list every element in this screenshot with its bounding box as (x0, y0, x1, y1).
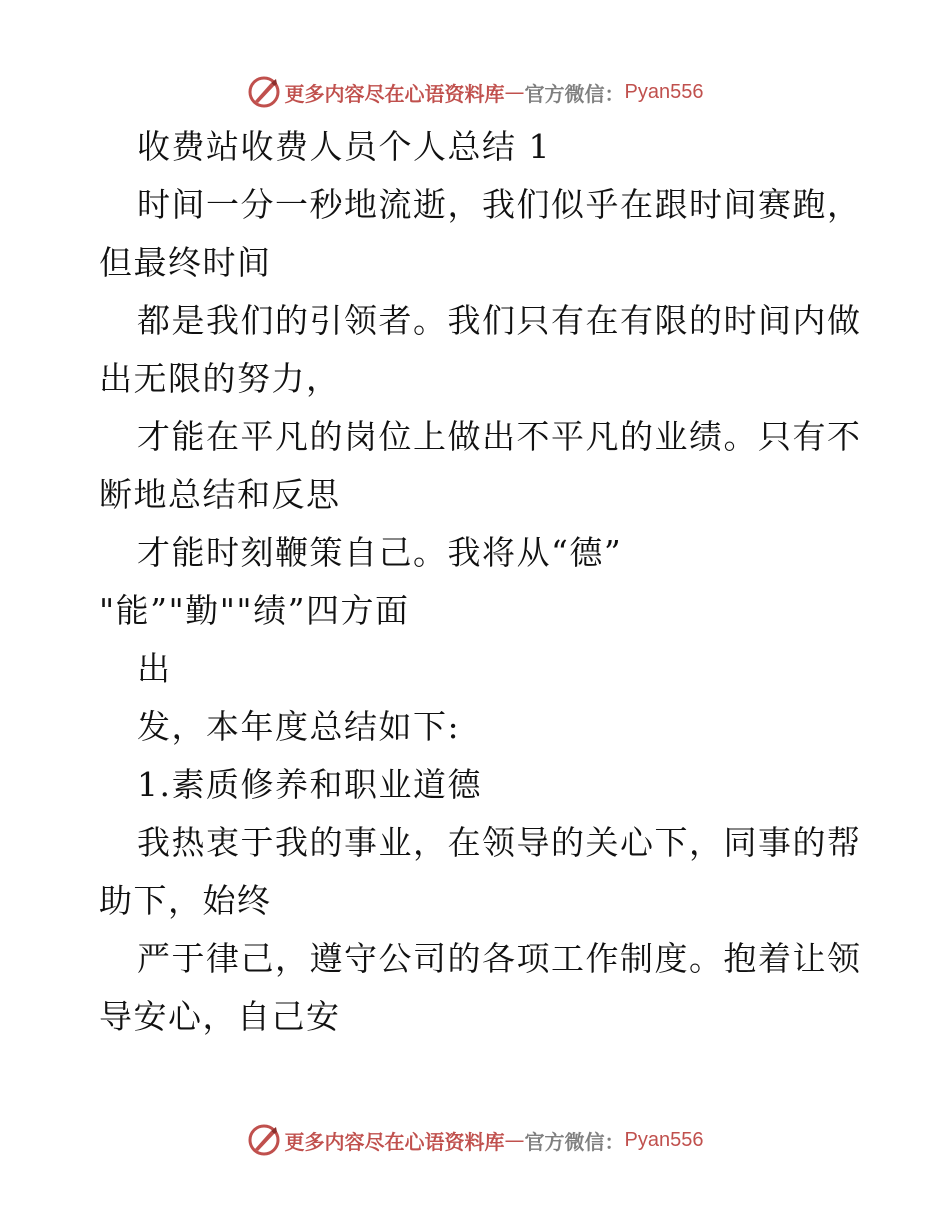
banner-brand-text: 更多内容尽在心语资料库 (284, 1129, 505, 1154)
banner-wechat-label: 官方微信： (524, 81, 625, 106)
document-line: 出无限的努力， (99, 359, 341, 398)
document-line: 助下，始终 (99, 881, 272, 920)
quill-logo-icon (247, 1123, 281, 1157)
header-watermark-banner (0, 72, 950, 112)
document-line: 1.素质修养和职业道德 (137, 765, 482, 804)
banner-wechat-id: Pyan556 (624, 80, 704, 103)
document-line: 出 (137, 649, 172, 688)
banner-brand-text: 更多内容尽在心语资料库 (284, 81, 505, 106)
document-line: 导安心，自己安 (99, 997, 341, 1036)
footer-watermark-banner (0, 1120, 950, 1160)
document-line: 都是我们的引领者。我们只有在有限的时间内做 (137, 301, 862, 340)
document-line: 才能在平凡的岗位上做出不平凡的业绩。只有不 (137, 417, 862, 456)
document-line: 时间一分一秒地流逝，我们似乎在跟时间赛跑， (137, 185, 862, 224)
banner-dash: — (504, 1128, 525, 1152)
document-line: 才能时刻鞭策自己。我将从“德” (137, 533, 623, 572)
document-line: 我热衷于我的事业，在领导的关心下，同事的帮 (137, 823, 862, 862)
document-line: 但最终时间 (99, 243, 272, 282)
banner-wechat-id: Pyan556 (624, 1128, 704, 1151)
document-line: 严于律己，遵守公司的各项工作制度。抱着让领 (137, 939, 862, 978)
banner-dash: — (504, 80, 525, 104)
quill-logo-icon (247, 75, 281, 109)
document-line: "能”"勤""绩”四方面 (99, 591, 410, 630)
banner-wechat-label: 官方微信： (524, 1129, 625, 1154)
document-line: 发，本年度总结如下: (137, 707, 461, 746)
document-line: 断地总结和反思 (99, 475, 341, 514)
document-line: 收费站收费人员个人总结 1 (137, 127, 551, 166)
